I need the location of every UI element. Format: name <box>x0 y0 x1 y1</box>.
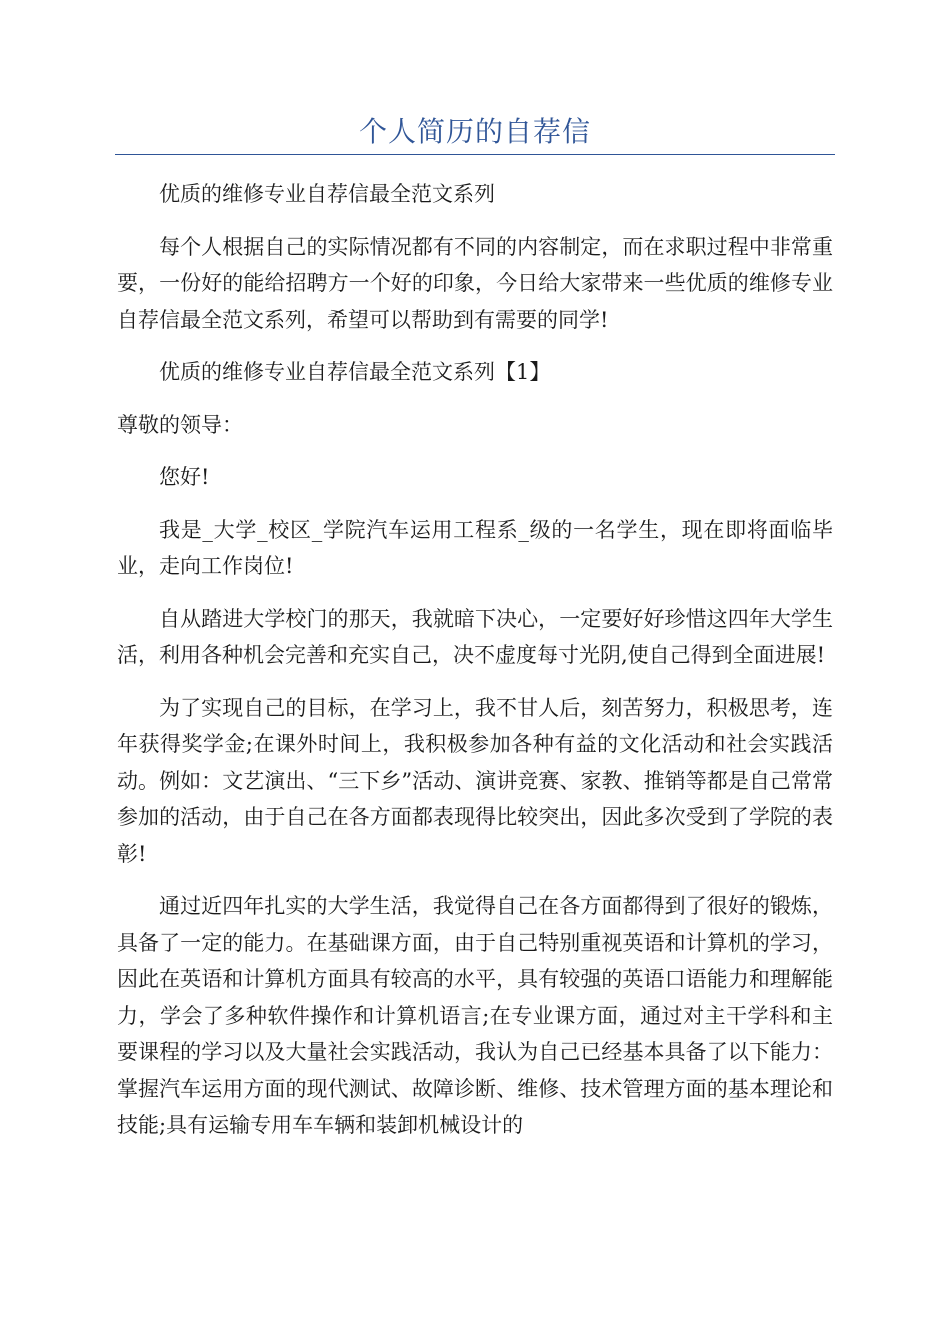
paragraph: 我是_大学_校区_学院汽车运用工程系_级的一名学生，现在即将面临毕业，走向工作岗位! <box>117 517 833 578</box>
document-title: 个人简历的自荐信 <box>358 115 591 148</box>
paragraph: 您好! <box>159 465 210 489</box>
paragraph: 通过近四年扎实的大学生活，我觉得自己在各方面都得到了很好的锻炼，具备了一定的能力。在基础课方面，由于自己特别重视英语和计算机的学习，因此在英语和计算机方面具有较高的水平，具有较强的英语口语能力和理解能力，学会了多种软件操作和计算机语言;在专业课方面，通过对主干学科和主要课程的学习以及大量社会实践活动，我认为自己已经基本具备了以下能力：掌握汽车运用方面的现代测试、故障诊断、维修、技术管理方面的基本理论和技能;具有运输专用车车辆和装卸机械设计的 <box>117 894 833 1137</box>
paragraph: 每个人根据自己的实际情况都有不同的内容制定，而在求职过程中非常重要，一份好的能给招聘方一个好的印象，今日给大家带来一些优质的维修专业自荐信最全范文系列，希望可以帮助到有需要的同学! <box>117 234 833 332</box>
paragraph: 尊敬的领导： <box>117 412 243 437</box>
title-underline <box>115 154 835 155</box>
paragraph: 优质的维修专业自荐信最全范文系列 <box>159 182 495 206</box>
paragraph: 自从踏进大学校门的那天，我就暗下决心，一定要好好珍惜这四年大学生活，利用各种机会完善和充实自己，决不虚度每寸光阴,使自己得到全面进展! <box>117 606 833 667</box>
document-body <box>117 176 833 1160</box>
paragraph: 为了实现自己的目标，在学习上，我不甘人后，刻苦努力，积极思考，连年获得奖学金;在课外时间上，我积极参加各种有益的文化活动和社会实践活动。例如：文艺演出、“三下乡”活动、演讲竞赛、家教、推销等都是自己常常参加的活动，由于自己在各方面都表现得比较突出，因此多次受到了学院的表彰! <box>117 695 833 866</box>
paragraph: 优质的维修专业自荐信最全范文系列【1】 <box>159 360 551 384</box>
